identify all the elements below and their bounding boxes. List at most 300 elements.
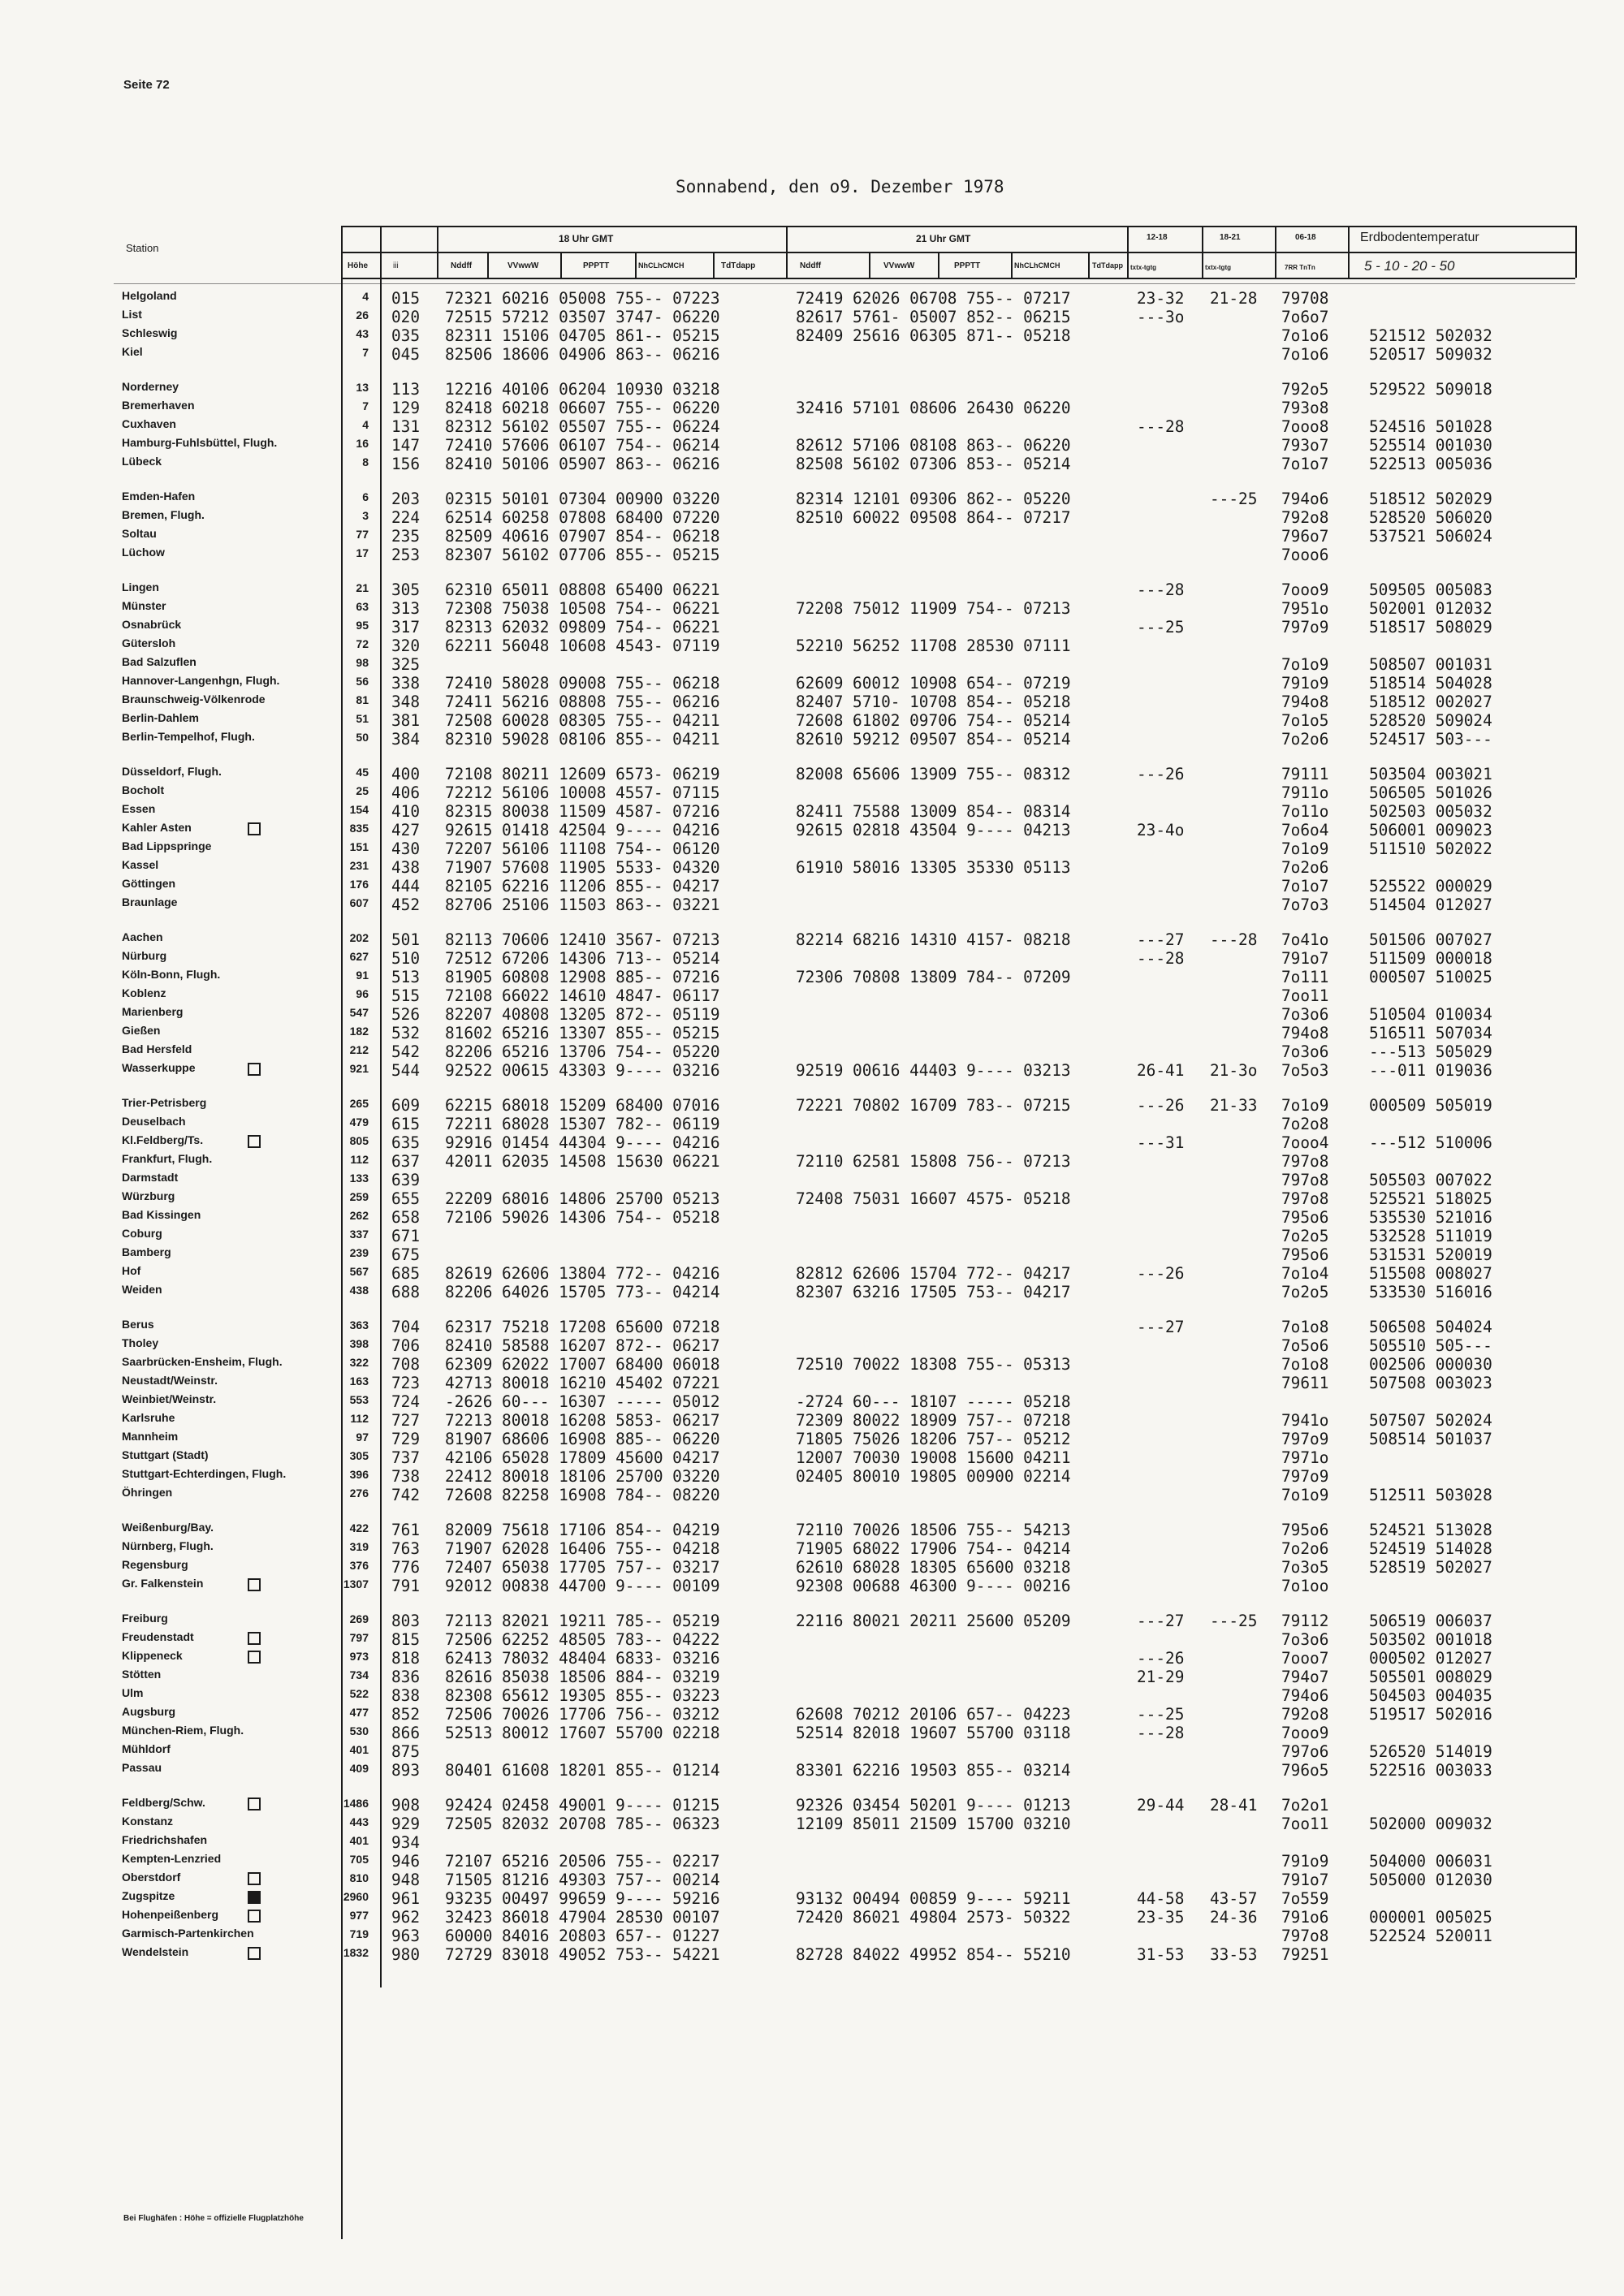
station-height: 363: [349, 1318, 369, 1331]
temp-12-18: ---28: [1137, 949, 1185, 968]
obs-18-gmt: 62310 65011 08808 65400 06221: [445, 580, 720, 599]
station-id: 532: [391, 1024, 421, 1042]
header-21-ppptt: PPPTT: [954, 261, 981, 270]
station-height: 4: [362, 418, 369, 431]
header-21-nddff: Nddff: [800, 261, 822, 270]
header-erdboden: Erdbodentemperatur: [1360, 231, 1479, 244]
station-name: Kahler Asten: [122, 821, 192, 834]
header-iii: iii: [393, 261, 399, 270]
header-period-12-18: 12-18: [1147, 233, 1168, 242]
precip-06-18: 7o41o: [1281, 930, 1329, 949]
square-icon: [248, 1632, 261, 1645]
station-id: 384: [391, 730, 421, 749]
temp-18-21: 28-41: [1210, 1796, 1258, 1815]
station-name: Saarbrücken-Ensheim, Flugh.: [122, 1355, 283, 1368]
soil-temperature: 508514 501037: [1369, 1430, 1492, 1448]
station-height: 734: [349, 1668, 369, 1681]
station-height: 262: [349, 1209, 369, 1222]
precip-06-18: 791o6: [1281, 1908, 1329, 1927]
soil-temperature: 516511 507034: [1369, 1024, 1492, 1042]
obs-18-gmt: 72107 65216 20506 755-- 02217: [445, 1852, 720, 1871]
precip-06-18: 796o7: [1281, 527, 1329, 546]
precip-06-18: 7oo11: [1281, 1815, 1329, 1833]
station-name: Bad Lippspringe: [122, 839, 212, 852]
station-id: 400: [391, 765, 421, 783]
obs-18-gmt: 82315 80038 11509 4587- 07216: [445, 802, 720, 821]
station-name: Friedrichshafen: [122, 1833, 208, 1846]
temp-12-18: ---31: [1137, 1133, 1185, 1152]
soil-temperature: 526520 514019: [1369, 1742, 1492, 1761]
header-period-06-18: 06-18: [1295, 233, 1316, 242]
station-height: 443: [349, 1815, 369, 1828]
station-name: Hohenpeißenberg: [122, 1908, 219, 1921]
precip-06-18: 7o1o9: [1281, 839, 1329, 858]
station-id: 526: [391, 1005, 421, 1024]
station-height: 438: [349, 1284, 369, 1297]
station-id: 515: [391, 986, 421, 1005]
temp-12-18: ---28: [1137, 580, 1185, 599]
station-name: Feldberg/Schw.: [122, 1796, 205, 1809]
precip-06-18: 7o6o7: [1281, 308, 1329, 326]
precip-06-18: 794o8: [1281, 1024, 1329, 1042]
station-height: 835: [349, 822, 369, 835]
header-station: Station: [126, 242, 159, 254]
soil-temperature: 504000 006031: [1369, 1852, 1492, 1871]
station-height: 25: [356, 784, 369, 797]
obs-18-gmt: 72321 60216 05008 755-- 07223: [445, 289, 720, 308]
obs-18-gmt: 62413 78032 48404 6833- 03216: [445, 1649, 720, 1668]
station-id: 946: [391, 1852, 421, 1871]
precip-06-18: 7ooo9: [1281, 1724, 1329, 1742]
precip-06-18: 7o6o4: [1281, 821, 1329, 839]
station-name: Berlin-Tempelhof, Flugh.: [122, 730, 255, 743]
station-id: 609: [391, 1096, 421, 1115]
obs-18-gmt: 82506 18606 04906 863-- 06216: [445, 345, 720, 364]
station-height: 176: [349, 878, 369, 891]
station-id: 348: [391, 693, 421, 711]
temp-12-18: ---25: [1137, 1705, 1185, 1724]
obs-18-gmt: 82206 65216 13706 754-- 05220: [445, 1042, 720, 1061]
obs-21-gmt: 82307 63216 17505 753-- 04217: [796, 1283, 1071, 1301]
station-name: Soltau: [122, 527, 157, 540]
station-name: Hamburg-Fuhlsbüttel, Flugh.: [122, 436, 278, 449]
station-height: 77: [356, 528, 369, 541]
precip-06-18: 7o1o4: [1281, 1264, 1329, 1283]
header-period-18-21-sub: txtx-tgtg: [1205, 264, 1231, 271]
soil-temperature: 520517 509032: [1369, 345, 1492, 364]
station-id: 156: [391, 455, 421, 473]
header-21-vvwww: VVwwW: [883, 261, 915, 270]
soil-temperature: 507508 003023: [1369, 1374, 1492, 1392]
soil-temperature: 505501 008029: [1369, 1668, 1492, 1686]
station-id: 675: [391, 1245, 421, 1264]
station-name: Karlsruhe: [122, 1411, 175, 1424]
station-height: 98: [356, 656, 369, 669]
obs-21-gmt: 71805 75026 18206 757-- 05212: [796, 1430, 1071, 1448]
station-name: Stuttgart-Echterdingen, Flugh.: [122, 1467, 287, 1480]
soil-temperature: 528520 506020: [1369, 508, 1492, 527]
station-name: Lübeck: [122, 455, 162, 468]
station-name: Ulm: [122, 1686, 144, 1699]
header-period-12-18-sub: txtx-tgtg: [1130, 264, 1156, 271]
precip-06-18: 7o3o6: [1281, 1005, 1329, 1024]
obs-18-gmt: 82009 75618 17106 854-- 04219: [445, 1521, 720, 1539]
station-height: 26: [356, 309, 369, 322]
station-name: Konstanz: [122, 1815, 173, 1828]
obs-18-gmt: 72108 66022 14610 4847- 06117: [445, 986, 720, 1005]
station-name: Bamberg: [122, 1245, 171, 1258]
station-id: 908: [391, 1796, 421, 1815]
obs-18-gmt: 62514 60258 07808 68400 07220: [445, 508, 720, 527]
obs-18-gmt: 72213 80018 16208 5853- 06217: [445, 1411, 720, 1430]
precip-06-18: 7o3o6: [1281, 1042, 1329, 1061]
obs-21-gmt: 72110 70026 18506 755-- 54213: [796, 1521, 1071, 1539]
station-name: Düsseldorf, Flugh.: [122, 765, 222, 778]
obs-21-gmt: 82617 5761- 05007 852-- 06215: [796, 308, 1071, 326]
precip-06-18: 7o2o5: [1281, 1227, 1329, 1245]
station-name: Bocholt: [122, 783, 165, 796]
station-id: 803: [391, 1612, 421, 1630]
station-height: 63: [356, 600, 369, 613]
obs-18-gmt: 22412 80018 18106 25700 03220: [445, 1467, 720, 1486]
obs-21-gmt: 82407 5710- 10708 854-- 05218: [796, 693, 1071, 711]
square-icon: [248, 1872, 261, 1885]
station-name: Münster: [122, 599, 166, 612]
temp-12-18: ---27: [1137, 1318, 1185, 1336]
obs-18-gmt: 82312 56102 05507 755-- 06224: [445, 417, 720, 436]
header-21-tdtd: TdTdapp: [1092, 261, 1123, 270]
station-name: Marienberg: [122, 1005, 184, 1018]
soil-temperature: ---513 505029: [1369, 1042, 1492, 1061]
obs-21-gmt: 82728 84022 49952 854-- 55210: [796, 1945, 1071, 1964]
soil-temperature: 507507 502024: [1369, 1411, 1492, 1430]
obs-18-gmt: 92615 01418 42504 9---- 04216: [445, 821, 720, 839]
header-21-clouds: NhCLhCMCH: [1014, 261, 1060, 270]
station-name: Braunschweig-Völkenrode: [122, 693, 266, 706]
station-id: 852: [391, 1705, 421, 1724]
soil-temperature: 524516 501028: [1369, 417, 1492, 436]
station-name: Klippeneck: [122, 1649, 183, 1662]
station-id: 253: [391, 546, 421, 564]
soil-temperature: 002506 000030: [1369, 1355, 1492, 1374]
precip-06-18: 797o8: [1281, 1171, 1329, 1189]
station-name: Neustadt/Weinstr.: [122, 1374, 218, 1387]
station-height: 154: [349, 803, 369, 816]
station-id: 338: [391, 674, 421, 693]
station-height: 396: [349, 1468, 369, 1481]
station-name: Nürburg: [122, 949, 167, 962]
precip-06-18: 797o9: [1281, 618, 1329, 637]
precip-06-18: 7o559: [1281, 1889, 1329, 1908]
station-id: 203: [391, 490, 421, 508]
precip-06-18: 7o3o5: [1281, 1558, 1329, 1577]
station-id: 761: [391, 1521, 421, 1539]
obs-21-gmt: 72309 80022 18909 757-- 07218: [796, 1411, 1071, 1430]
station-id: 836: [391, 1668, 421, 1686]
station-name: Bremerhaven: [122, 399, 195, 412]
station-id: 815: [391, 1630, 421, 1649]
station-height: 567: [349, 1265, 369, 1278]
precip-06-18: 79708: [1281, 289, 1329, 308]
square-icon: [248, 1798, 261, 1810]
station-name: Schleswig: [122, 326, 178, 339]
precip-06-18: 797o9: [1281, 1467, 1329, 1486]
soil-temperature: 505503 007022: [1369, 1171, 1492, 1189]
obs-18-gmt: 82206 64026 15705 773-- 04214: [445, 1283, 720, 1301]
station-height: 322: [349, 1356, 369, 1369]
date-line: Sonnabend, den o9. Dezember 1978: [676, 177, 1004, 196]
soil-temperature: 509505 005083: [1369, 580, 1492, 599]
temp-18-21: 21-33: [1210, 1096, 1258, 1115]
station-height: 239: [349, 1246, 369, 1259]
obs-21-gmt: 92326 03454 50201 9---- 01213: [796, 1796, 1071, 1815]
station-height: 72: [356, 637, 369, 650]
station-name: Köln-Bonn, Flugh.: [122, 968, 221, 981]
station-id: 406: [391, 783, 421, 802]
precip-06-18: 7941o: [1281, 1411, 1329, 1430]
station-height: 401: [349, 1834, 369, 1847]
station-height: 921: [349, 1062, 369, 1075]
station-name: Würzburg: [122, 1189, 175, 1202]
station-name: Zugspitze: [122, 1889, 175, 1902]
station-height: 13: [356, 381, 369, 394]
station-name: Aachen: [122, 930, 163, 943]
soil-temperature: 503504 003021: [1369, 765, 1492, 783]
header-period-06-18-sub: 7RR TnTn: [1285, 264, 1315, 271]
obs-21-gmt: 82510 60022 09508 864-- 07217: [796, 508, 1071, 527]
soil-temperature: 529522 509018: [1369, 380, 1492, 399]
soil-temperature: 518514 504028: [1369, 674, 1492, 693]
station-height: 16: [356, 437, 369, 450]
soil-temperature: 503502 001018: [1369, 1630, 1492, 1649]
precip-06-18: 7o1o9: [1281, 655, 1329, 674]
obs-18-gmt: 92424 02458 49001 9---- 01215: [445, 1796, 720, 1815]
temp-12-18: ---26: [1137, 1096, 1185, 1115]
precip-06-18: 7o1o9: [1281, 1486, 1329, 1504]
precip-06-18: 791o9: [1281, 1852, 1329, 1871]
temp-12-18: ---25: [1137, 618, 1185, 637]
precip-06-18: 7ooo4: [1281, 1133, 1329, 1152]
soil-temperature: 518512 502029: [1369, 490, 1492, 508]
soil-temperature: 502503 005032: [1369, 802, 1492, 821]
station-name: Bad Salzuflen: [122, 655, 197, 668]
station-id: 737: [391, 1448, 421, 1467]
soil-temperature: 506001 009023: [1369, 821, 1492, 839]
station-name: Augsburg: [122, 1705, 176, 1718]
obs-18-gmt: 82313 62032 09809 754-- 06221: [445, 618, 720, 637]
soil-temperature: 531531 520019: [1369, 1245, 1492, 1264]
station-id: 738: [391, 1467, 421, 1486]
soil-temperature: 522516 003033: [1369, 1761, 1492, 1780]
station-height: 1832: [343, 1946, 369, 1959]
station-height: 182: [349, 1025, 369, 1038]
station-id: 635: [391, 1133, 421, 1152]
station-id: 708: [391, 1355, 421, 1374]
station-height: 530: [349, 1724, 369, 1737]
obs-21-gmt: 82612 57106 08108 863-- 06220: [796, 436, 1071, 455]
station-name: Trier-Petrisberg: [122, 1096, 207, 1109]
obs-21-gmt: 92519 00616 44403 9---- 03213: [796, 1061, 1071, 1080]
precip-06-18: 7o1o9: [1281, 1096, 1329, 1115]
precip-06-18: 7o1o7: [1281, 877, 1329, 896]
header-hoehe: Höhe: [348, 261, 368, 270]
station-id: 224: [391, 508, 421, 527]
soil-temperature: 510504 010034: [1369, 1005, 1492, 1024]
station-height: 231: [349, 859, 369, 872]
obs-21-gmt: 72110 62581 15808 756-- 07213: [796, 1152, 1071, 1171]
precip-06-18: 7971o: [1281, 1448, 1329, 1467]
obs-21-gmt: 82610 59212 09507 854-- 05214: [796, 730, 1071, 749]
station-height: 202: [349, 931, 369, 944]
precip-06-18: 7ooo7: [1281, 1649, 1329, 1668]
obs-18-gmt: 60000 84016 20803 657-- 01227: [445, 1927, 720, 1945]
station-name: Emden-Hafen: [122, 490, 196, 503]
temp-12-18: 44-58: [1137, 1889, 1185, 1908]
header-18-clouds: NhCLhCMCH: [638, 261, 685, 270]
station-height: 212: [349, 1043, 369, 1056]
station-name: Kl.Feldberg/Ts.: [122, 1133, 204, 1146]
obs-18-gmt: 72512 67206 14306 713-- 05214: [445, 949, 720, 968]
station-name: Kempten-Lenzried: [122, 1852, 222, 1865]
square-icon: [248, 1910, 261, 1923]
temp-12-18: 29-44: [1137, 1796, 1185, 1815]
obs-21-gmt: 02405 80010 19805 00900 02214: [796, 1467, 1071, 1486]
station-id: 929: [391, 1815, 421, 1833]
station-name: Nürnberg, Flugh.: [122, 1539, 214, 1552]
station-height: 8: [362, 455, 369, 468]
station-name: Lingen: [122, 580, 159, 593]
station-name: Berus: [122, 1318, 154, 1331]
precip-06-18: 7o2o8: [1281, 1115, 1329, 1133]
obs-18-gmt: 82207 40808 13205 872-- 05119: [445, 1005, 720, 1024]
precip-06-18: 794o6: [1281, 1686, 1329, 1705]
obs-21-gmt: 72608 61802 09706 754-- 05214: [796, 711, 1071, 730]
station-height: 4: [362, 290, 369, 303]
obs-18-gmt: 82310 59028 08106 855-- 04211: [445, 730, 720, 749]
soil-temperature: 000001 005025: [1369, 1908, 1492, 1927]
precip-06-18: 797o9: [1281, 1430, 1329, 1448]
obs-18-gmt: 82113 70606 12410 3567- 07213: [445, 930, 720, 949]
soil-temperature: 000509 505019: [1369, 1096, 1492, 1115]
station-id: 452: [391, 896, 421, 914]
precip-06-18: 7o5o3: [1281, 1061, 1329, 1080]
station-id: 637: [391, 1152, 421, 1171]
soil-temperature: 505000 012030: [1369, 1871, 1492, 1889]
obs-18-gmt: 72515 57212 03507 3747- 06220: [445, 308, 720, 326]
station-height: 91: [356, 969, 369, 982]
station-id: 045: [391, 345, 421, 364]
station-height: 319: [349, 1540, 369, 1553]
soil-temperature: 522524 520011: [1369, 1927, 1492, 1945]
obs-18-gmt: 82311 15106 04705 861-- 05215: [445, 326, 720, 345]
soil-temperature: 506505 501026: [1369, 783, 1492, 802]
station-name: Hannover-Langenhgn, Flugh.: [122, 674, 280, 687]
station-height: 112: [350, 1412, 369, 1425]
soil-temperature: 515508 008027: [1369, 1264, 1492, 1283]
station-height: 81: [356, 693, 369, 706]
precip-06-18: 791o7: [1281, 1871, 1329, 1889]
station-name: Bad Kissingen: [122, 1208, 201, 1221]
soil-temperature: 514504 012027: [1369, 896, 1492, 914]
precip-06-18: 797o8: [1281, 1927, 1329, 1945]
soil-temperature: 524517 503---: [1369, 730, 1492, 749]
station-name: Weinbiet/Weinstr.: [122, 1392, 217, 1405]
page-number: Seite 72: [123, 78, 170, 92]
soil-temperature: 501506 007027: [1369, 930, 1492, 949]
obs-21-gmt: 61910 58016 13305 35330 05113: [796, 858, 1071, 877]
obs-18-gmt: 82706 25106 11503 863-- 03221: [445, 896, 720, 914]
precip-06-18: 7o2o6: [1281, 858, 1329, 877]
station-id: 655: [391, 1189, 421, 1208]
temp-12-18: 23-35: [1137, 1908, 1185, 1927]
station-height: 522: [349, 1687, 369, 1700]
header-18-ppptt: PPPTT: [583, 261, 610, 270]
obs-21-gmt: -2724 60--- 18107 ----- 05218: [796, 1392, 1071, 1411]
station-name: Stötten: [122, 1668, 162, 1681]
station-id: 410: [391, 802, 421, 821]
station-id: 438: [391, 858, 421, 877]
header-group-18: 18 Uhr GMT: [559, 233, 614, 244]
station-id: 305: [391, 580, 421, 599]
soil-temperature: 525514 001030: [1369, 436, 1492, 455]
obs-18-gmt: 82307 56102 07706 855-- 05215: [445, 546, 720, 564]
station-name: Lüchow: [122, 546, 165, 559]
obs-18-gmt: 80401 61608 18201 855-- 01214: [445, 1761, 720, 1780]
soil-temperature: 524519 514028: [1369, 1539, 1492, 1558]
obs-18-gmt: -2626 60--- 16307 ----- 05012: [445, 1392, 720, 1411]
precip-06-18: 792o8: [1281, 508, 1329, 527]
obs-18-gmt: 72410 58028 09008 755-- 06218: [445, 674, 720, 693]
precip-06-18: 7o2o5: [1281, 1283, 1329, 1301]
header-period-18-21: 18-21: [1220, 233, 1241, 242]
obs-18-gmt: 82619 62606 13804 772-- 04216: [445, 1264, 720, 1283]
filled-square-icon: [248, 1891, 261, 1904]
soil-temperature: 524521 513028: [1369, 1521, 1492, 1539]
temp-12-18: ---28: [1137, 417, 1185, 436]
soil-temperature: 518512 002027: [1369, 693, 1492, 711]
station-height: 56: [356, 675, 369, 688]
station-name: Osnabrück: [122, 618, 182, 631]
obs-21-gmt: 82214 68216 14310 4157- 08218: [796, 930, 1071, 949]
station-id: 875: [391, 1742, 421, 1761]
temp-12-18: 23-4o: [1137, 821, 1185, 839]
station-height: 547: [349, 1006, 369, 1019]
soil-temperature: 511509 000018: [1369, 949, 1492, 968]
obs-18-gmt: 81602 65216 13307 855-- 05215: [445, 1024, 720, 1042]
obs-18-gmt: 71907 62028 16406 755-- 04218: [445, 1539, 720, 1558]
precip-06-18: 7o111: [1281, 968, 1329, 986]
obs-21-gmt: 72419 62026 06708 755-- 07217: [796, 289, 1071, 308]
soil-temperature: 535530 521016: [1369, 1208, 1492, 1227]
obs-21-gmt: 72306 70808 13809 784-- 07209: [796, 968, 1071, 986]
soil-temperature: 525521 518025: [1369, 1189, 1492, 1208]
precip-06-18: 7ooo9: [1281, 580, 1329, 599]
station-height: 797: [349, 1631, 369, 1644]
station-id: 542: [391, 1042, 421, 1061]
station-name: Braunlage: [122, 896, 178, 908]
obs-18-gmt: 42713 80018 16210 45402 07221: [445, 1374, 720, 1392]
precip-06-18: 793o8: [1281, 399, 1329, 417]
soil-temperature: 528519 502027: [1369, 1558, 1492, 1577]
temp-12-18: 23-32: [1137, 289, 1185, 308]
station-name: Gütersloh: [122, 637, 176, 650]
obs-21-gmt: 32416 57101 08606 26430 06220: [796, 399, 1071, 417]
precip-06-18: 7o1oo: [1281, 1577, 1329, 1595]
station-name: Helgoland: [122, 289, 177, 302]
precip-06-18: 79112: [1281, 1612, 1329, 1630]
station-id: 963: [391, 1927, 421, 1945]
obs-18-gmt: 72207 56106 11108 754-- 06120: [445, 839, 720, 858]
